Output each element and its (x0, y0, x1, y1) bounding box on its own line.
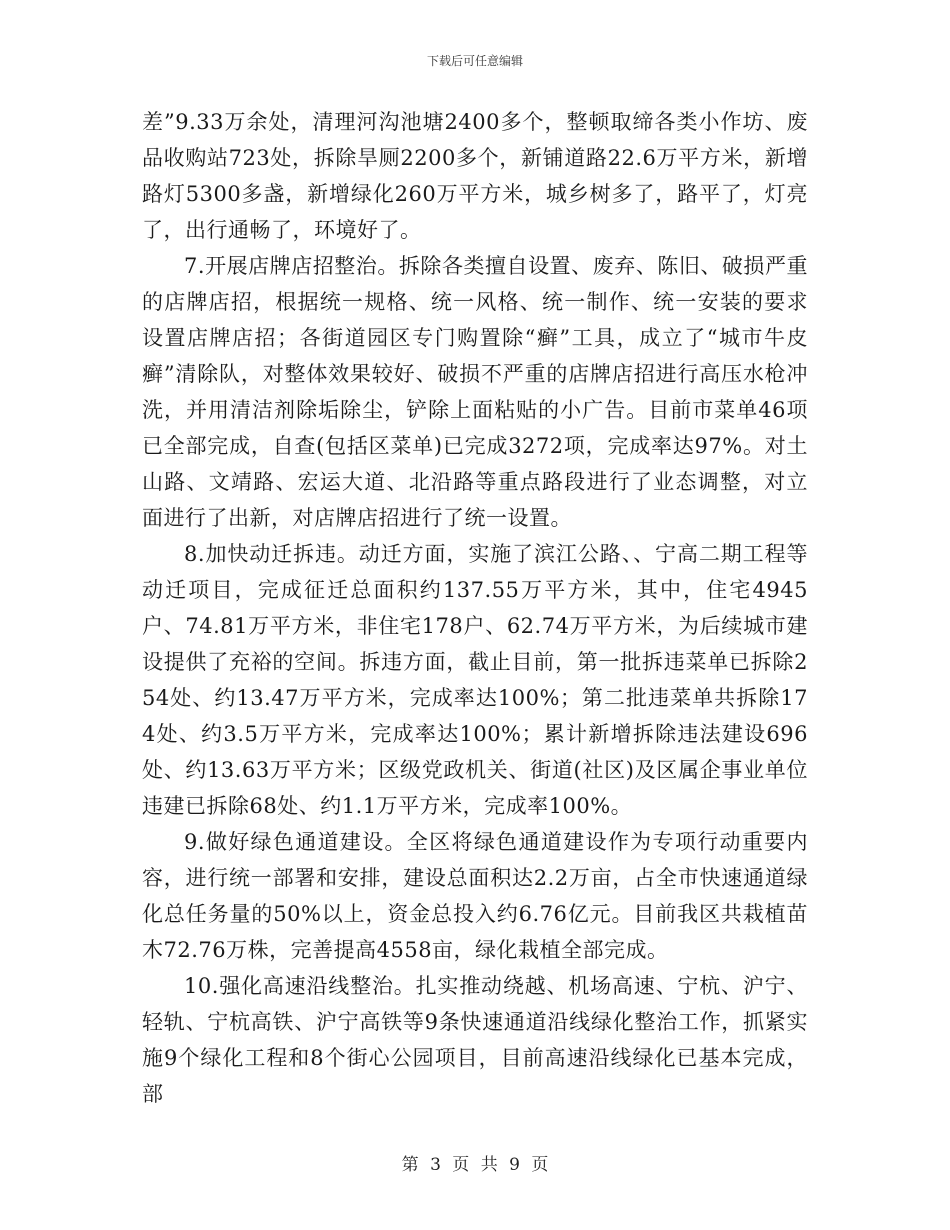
paragraph-item-7: 7.开展店牌店招整治。拆除各类擅自设置、废弃、陈旧、破损严重的店牌店招，根据统一规格、统一风格、统一制作、统一安装的要求设置店牌店招；各街道园区专门购置除“癣”工具，成立了“城市牛皮癣”清除队，对整体效果较好、破损不严重的店牌店招进行高压水枪冲洗，并用清洁剂除垢除尘，铲除上面粘贴的小广告。目前市菜单46项已全部完成，自查(包括区菜单)已完成3272项，完成率达97%。对土山路、文靖路、宏运大道、北沿路等重点路段进行了业态调整，对立面进行了出新，对店牌店招进行了统一设置。 (142, 254, 808, 530)
page-number: 第 3 页 共 9 页 (401, 1155, 549, 1175)
paragraph-continuation: 差”9.33万余处，清理河沟池塘2400多个，整顿取缔各类小作坊、废品收购站723处，拆除旱厕2200多个，新铺道路22.6万平方米，新增路灯5300多盏，新增绿化260万平方米，城乡树多了，路平了，灯亮了，出行通畅了，环境好了。 (142, 110, 808, 242)
page-header: 下载后可任意编辑 (426, 54, 523, 68)
paragraph-item-10: 10.强化高速沿线整治。扎实推动绕越、机场高速、宁杭、沪宁、轻轨、宁杭高铁、沪宁高铁等9条快速通道沿线绿化整治工作，抓紧实施9个绿化工程和8个街心公园项目，目前高速沿线绿化已基本完成，部 (142, 974, 808, 1106)
paragraph-item-8: 8.加快动迁拆违。动迁方面，实施了滨江公路、、宁高二期工程等动迁项目，完成征迁总面积约137.55万平方米，其中，住宅4945户、74.81万平方米，非住宅178户、62.74万平方米，为后续城市建设提供了充裕的空间。拆违方面，截止目前，第一批拆违菜单已拆除254处、约13.47万平方米，完成率达100%；第二批违菜单共拆除174处、约3.5万平方米，完成率达100%；累计新增拆除违法建设696处、约13.63万平方米；区级党政机关、街道(社区)及区属企事业单位违建已拆除68处、约1.1万平方米，完成率100%。 (142, 542, 808, 818)
paragraph-item-9: 9.做好绿色通道建设。全区将绿色通道建设作为专项行动重要内容，进行统一部署和安排，建设总面积达2.2万亩，占全市快速通道绿化总任务量的50%以上，资金总投入约6.76亿元。目前我区共栽植苗木72.76万株，完善提高4558亩，绿化栽植全部完成。 (142, 830, 808, 962)
document-body (142, 104, 808, 1112)
